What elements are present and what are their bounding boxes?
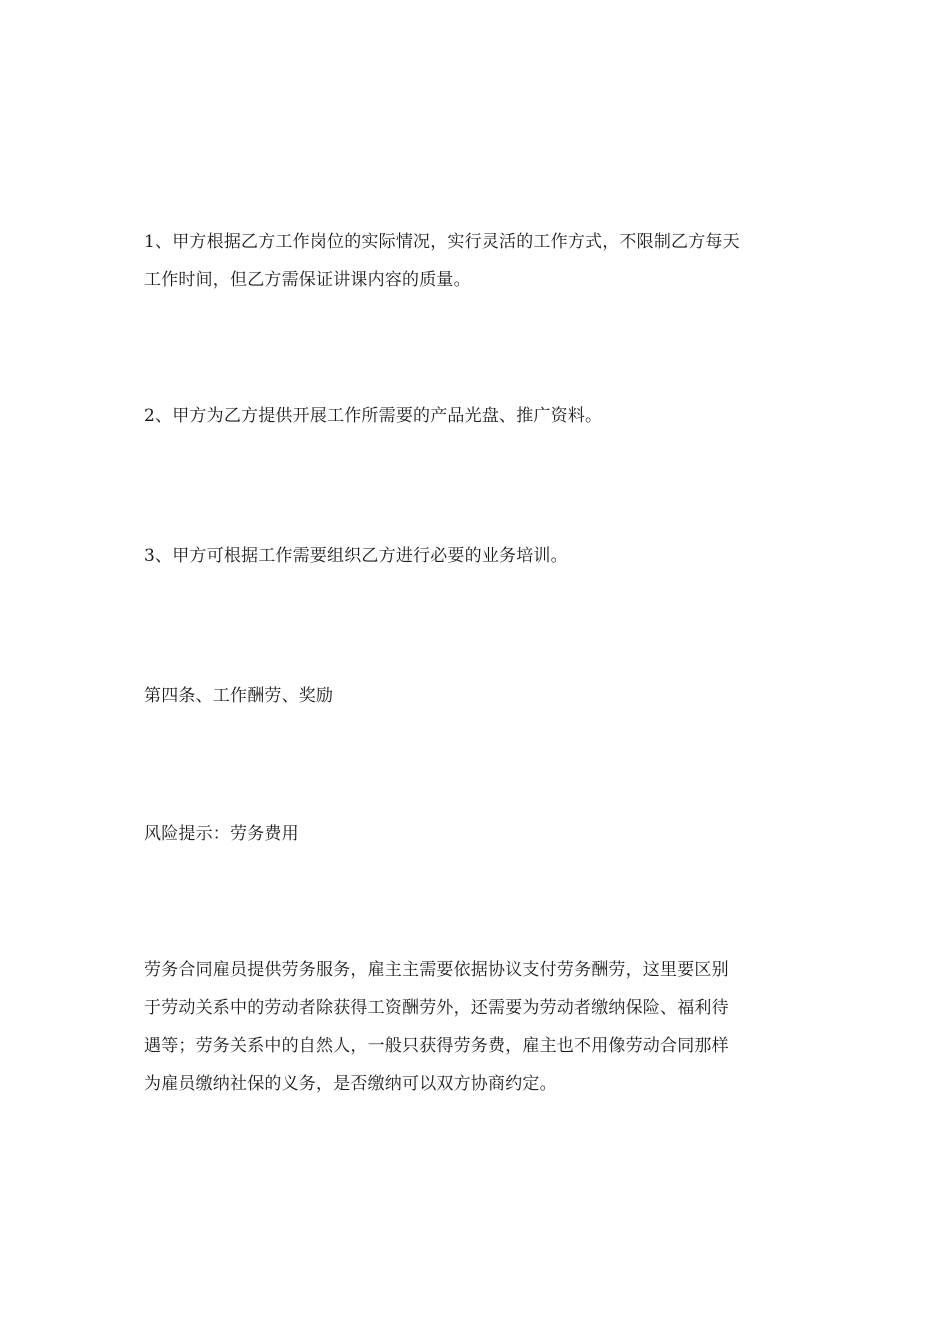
- text-line: 2、甲方为乙方提供开展工作所需要的产品光盘、推广资料。: [144, 406, 603, 426]
- risk-tip-heading: [144, 815, 808, 853]
- article-4-heading: [144, 677, 808, 715]
- text-line: 第四条、工作酬劳、奖励: [144, 686, 334, 706]
- text-line: 为雇员缴纳社保的义务，是否缴纳可以双方协商约定。: [144, 1074, 557, 1094]
- clause-3-paragraph: [144, 537, 808, 575]
- text-line: 风险提示：劳务费用: [144, 824, 299, 844]
- risk-tip-body-paragraph: [144, 951, 808, 1103]
- text-line: 于劳动关系中的劳动者除获得工资酬劳外，还需要为劳动者缴纳保险、福利待: [144, 998, 729, 1018]
- clause-1-paragraph: [144, 223, 808, 299]
- clause-2-paragraph: [144, 397, 808, 435]
- text-line: 遇等；劳务关系中的自然人，一般只获得劳务费，雇主也不用像劳动合同那样: [144, 1036, 729, 1056]
- text-line: 劳务合同雇员提供劳务服务，雇主主需要依据协议支付劳务酬劳，这里要区别: [144, 960, 729, 980]
- text-line: 工作时间，但乙方需保证讲课内容的质量。: [144, 270, 471, 290]
- text-line: 3、甲方可根据工作需要组织乙方进行必要的业务培训。: [144, 546, 568, 566]
- text-line: 1、甲方根据乙方工作岗位的实际情况，实行灵活的工作方式，不限制乙方每天: [144, 232, 740, 252]
